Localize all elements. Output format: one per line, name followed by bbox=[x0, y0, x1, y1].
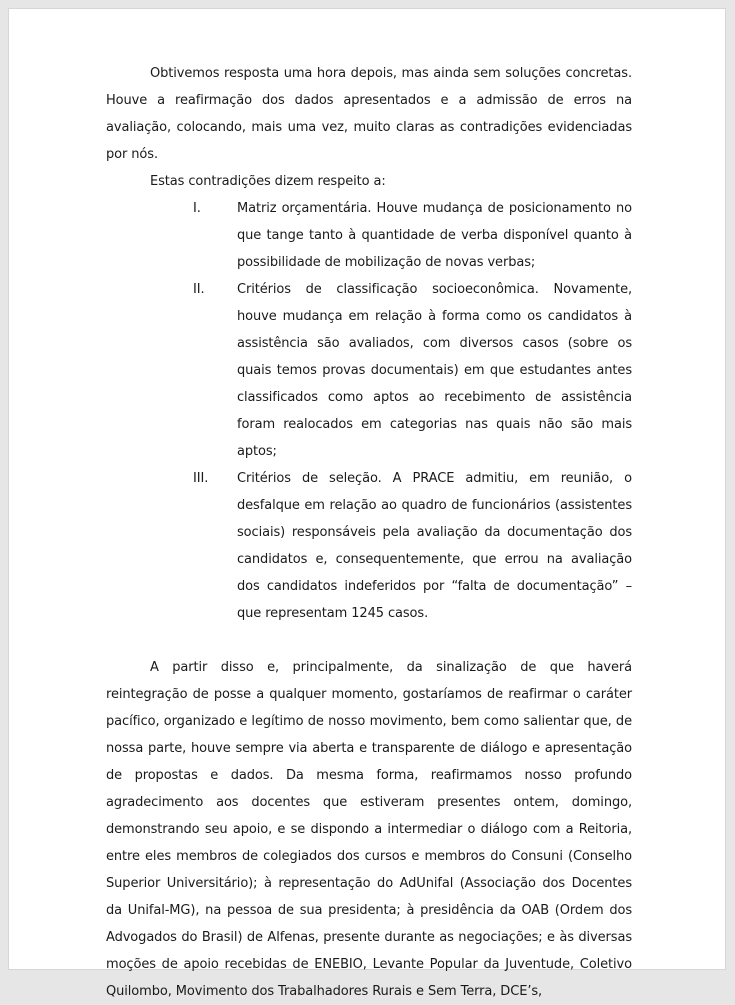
list-item bbox=[193, 465, 632, 627]
list-item-text: Matriz orçamentária. Houve mudança de posicionamento no que tange tanto à quantidade de verba disponível quanto à possibilidade de mobilização de novas verbas; bbox=[237, 201, 632, 270]
contradictions-list bbox=[106, 195, 632, 627]
list-item-number: II. bbox=[193, 282, 205, 297]
paragraph-conclusion: A partir disso e, principalmente, da sinalização de que haverá reintegração de posse a qualquer momento, gostaríamos de reafirmar o caráter pacífico, organizado e legítimo de nosso movimento, bem como salientar que, de nossa parte, houve sempre via aberta e transparente de diálogo e apresentação de propostas e dados. Da mesma forma, reafirmamos nosso profundo agradecimento aos docentes que estiveram presentes ontem, domingo, demonstrando seu apoio, e se dispondo a intermediar o diálogo com a Reitoria, entre eles membros de colegiados dos cursos e membros do Consuni (Conselho Superior Universitário); à representação do AdUnifal (Associação dos Docentes da Unifal-MG), na pessoa de sua presidenta; à presidência da OAB (Ordem dos Advogados do Brasil) de Alfenas, presente durante as negociações; e às diversas moções de apoio recebidas de ENEBIO, Levante Popular da Juventude, Coletivo Quilombo, Movimento dos Trabalhadores Rurais e Sem Terra, DCE’s, bbox=[106, 660, 632, 999]
document-body bbox=[106, 60, 632, 1005]
list-item-number: I. bbox=[193, 201, 201, 216]
paragraph-response: Obtivemos resposta uma hora depois, mas ainda sem soluções concretas. Houve a reafirmação dos dados apresentados e a admissão de erros na avaliação, colocando, mais uma vez, muito claras as contradições evidenciadas por nós. bbox=[106, 66, 632, 162]
list-item bbox=[193, 195, 632, 276]
list-item-text: Critérios de classificação socioeconômica. Novamente, houve mudança em relação à forma como os candidatos à assistência são avaliados, com diversos casos (sobre os quais temos provas documentais) em que estudantes antes classificados como aptos ao recebimento de assistência foram realocados em categorias nas quais não são mais aptos; bbox=[237, 282, 632, 459]
list-item bbox=[193, 276, 632, 465]
paragraph-contradictions-intro: Estas contradições dizem respeito a: bbox=[150, 174, 386, 189]
document-page bbox=[8, 8, 726, 999]
list-item-number: III. bbox=[193, 471, 209, 486]
list-item-text: Critérios de seleção. A PRACE admitiu, em reunião, o desfalque em relação ao quadro de funcionários (assistentes sociais) responsáveis pela avaliação da documentação dos candidatos e, consequentemente, que errou na avaliação dos candidatos indeferidos por “falta de documentação” – que representam 1245 casos. bbox=[237, 471, 632, 621]
paragraph-spacer bbox=[106, 627, 632, 654]
